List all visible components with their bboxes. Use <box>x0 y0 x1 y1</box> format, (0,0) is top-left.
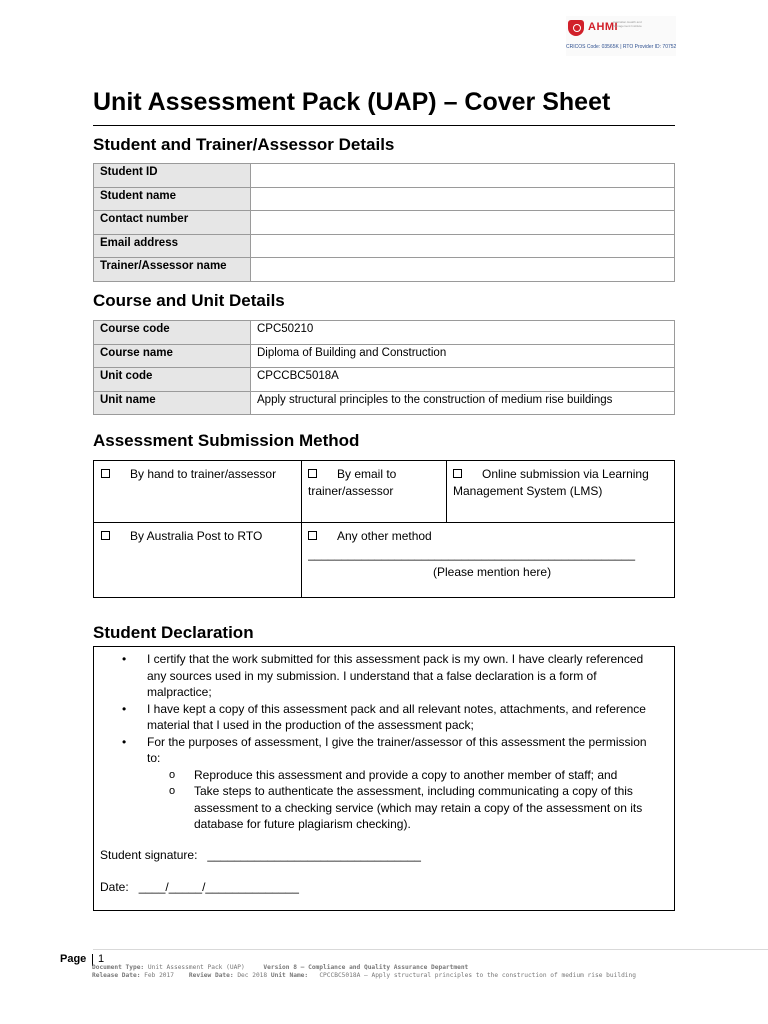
student-declaration-heading: Student Declaration <box>93 623 254 642</box>
review-date-value: Dec 2018 <box>237 972 268 979</box>
other-method-input-line[interactable]: _________________________________________________ <box>308 547 636 561</box>
table-row <box>94 211 675 235</box>
option-other-method[interactable] <box>308 528 668 545</box>
grid-divider <box>446 461 447 522</box>
option-online-lms[interactable] <box>453 466 671 500</box>
other-method-hint: (Please mention here) <box>433 565 552 579</box>
unit-name-footer-value: CPCCBC5018A – Apply structural principles to the construction of medium rise building <box>319 972 636 979</box>
release-date-label: Release Date: <box>92 972 141 979</box>
unit-code-value: CPCCBC5018A <box>251 368 675 392</box>
option-by-hand-label: By hand to trainer/assessor <box>130 467 277 481</box>
list-item <box>122 734 652 833</box>
student-signature-label: Student signature: <box>100 848 198 862</box>
option-by-email-label: By email to trainer/assessor <box>308 467 397 498</box>
submission-method-heading: Assessment Submission Method <box>93 431 360 450</box>
table-row <box>94 344 675 368</box>
release-date-value: Feb 2017 <box>144 972 174 979</box>
checkbox-icon[interactable] <box>101 469 110 478</box>
declaration-permission-text: For the purposes of assessment, I give the trainer/assessor of this assessment the permission to: <box>147 734 647 765</box>
checkbox-icon[interactable] <box>101 531 110 540</box>
table-row <box>94 164 675 188</box>
footer-line-2 <box>92 972 636 979</box>
checkbox-icon[interactable] <box>308 469 317 478</box>
student-signature-field[interactable]: ________________________________ <box>207 848 421 862</box>
student-id-label: Student ID <box>94 164 251 188</box>
option-by-email[interactable] <box>308 466 440 500</box>
doc-type-label: Document Type: <box>92 964 145 971</box>
declaration-list <box>122 651 652 833</box>
option-australia-post-label: By Australia Post to RTO <box>130 529 263 543</box>
table-row <box>94 391 675 415</box>
list-item: • I have kept a copy of this assessment pack and all relevant notes, attachments, and reference material that I used in the production of the assessment pack; <box>122 701 652 734</box>
footer-line-1 <box>92 964 468 971</box>
date-field[interactable]: ____/_____/______________ <box>138 880 299 894</box>
grid-divider <box>301 461 302 597</box>
logo-tagline: Australian Health and Management Institute <box>613 20 642 28</box>
trainer-assessor-name-field[interactable] <box>251 258 675 282</box>
title-divider <box>93 125 675 126</box>
course-details-heading: Course and Unit Details <box>93 291 285 310</box>
doc-type-value: Unit Assessment Pack (UAP) <box>147 964 245 971</box>
date-row <box>100 880 299 894</box>
option-online-lms-label: Online submission via Learning Management System (LMS) <box>453 467 649 498</box>
checkbox-icon[interactable] <box>453 469 462 478</box>
unit-name-label: Unit name <box>94 391 251 415</box>
list-item: o Reproduce this assessment and provide a copy to another member of staff; and <box>169 767 652 784</box>
student-signature-row <box>100 848 421 862</box>
grid-divider <box>94 522 674 523</box>
page-title: Unit Assessment Pack (UAP) – Cover Sheet <box>93 88 611 116</box>
trainer-assessor-name-label: Trainer/Assessor name <box>94 258 251 282</box>
student-details-table <box>93 163 675 282</box>
student-details-heading: Student and Trainer/Assessor Details <box>93 135 395 154</box>
list-item: o Take steps to authenticate the assessment, including communicating a copy of this assessment to a checking service (which may retain a copy of the assessment on its database for future plagiarism checking). <box>169 783 652 833</box>
page-number: 1 <box>98 953 105 965</box>
permission-sublist <box>169 767 652 833</box>
page-label: Page <box>60 953 87 965</box>
logo-emblem-icon <box>568 20 584 36</box>
logo-text: AHMI <box>588 21 619 33</box>
unit-code-label: Unit code <box>94 368 251 392</box>
table-row <box>94 321 675 345</box>
course-name-value: Diploma of Building and Construction <box>251 344 675 368</box>
version-info: Version 8 – Compliance and Quality Assurance Department <box>263 964 469 971</box>
cricos-rto-codes: CRICOS Code: 03565K | RTO Provider ID: 70752 <box>566 44 677 50</box>
course-name-label: Course name <box>94 344 251 368</box>
course-details-table <box>93 320 675 415</box>
contact-number-label: Contact number <box>94 211 251 235</box>
option-australia-post[interactable] <box>101 528 296 545</box>
student-name-label: Student name <box>94 187 251 211</box>
date-label: Date: <box>100 880 129 894</box>
unit-name-value: Apply structural principles to the construction of medium rise buildings <box>251 391 675 415</box>
review-date-label: Review Date: <box>188 972 234 979</box>
course-code-value: CPC50210 <box>251 321 675 345</box>
organisation-logo <box>566 16 676 56</box>
option-by-hand[interactable] <box>101 466 296 483</box>
student-declaration-box <box>93 646 675 911</box>
checkbox-icon[interactable] <box>308 531 317 540</box>
student-id-field[interactable] <box>251 164 675 188</box>
submission-method-grid <box>93 460 675 598</box>
table-row <box>94 258 675 282</box>
list-item: • I certify that the work submitted for this assessment pack is my own. I have clearly referenced any sources used in my submission. I understand that a false declaration is a form of malpractice; <box>122 651 652 701</box>
option-other-method-label: Any other method <box>337 529 432 543</box>
footer-divider <box>93 949 768 950</box>
table-row <box>94 368 675 392</box>
unit-name-footer-label: Unit Name: <box>270 972 309 979</box>
student-name-field[interactable] <box>251 187 675 211</box>
table-row <box>94 234 675 258</box>
contact-number-field[interactable] <box>251 211 675 235</box>
email-address-field[interactable] <box>251 234 675 258</box>
email-address-label: Email address <box>94 234 251 258</box>
course-code-label: Course code <box>94 321 251 345</box>
table-row <box>94 187 675 211</box>
